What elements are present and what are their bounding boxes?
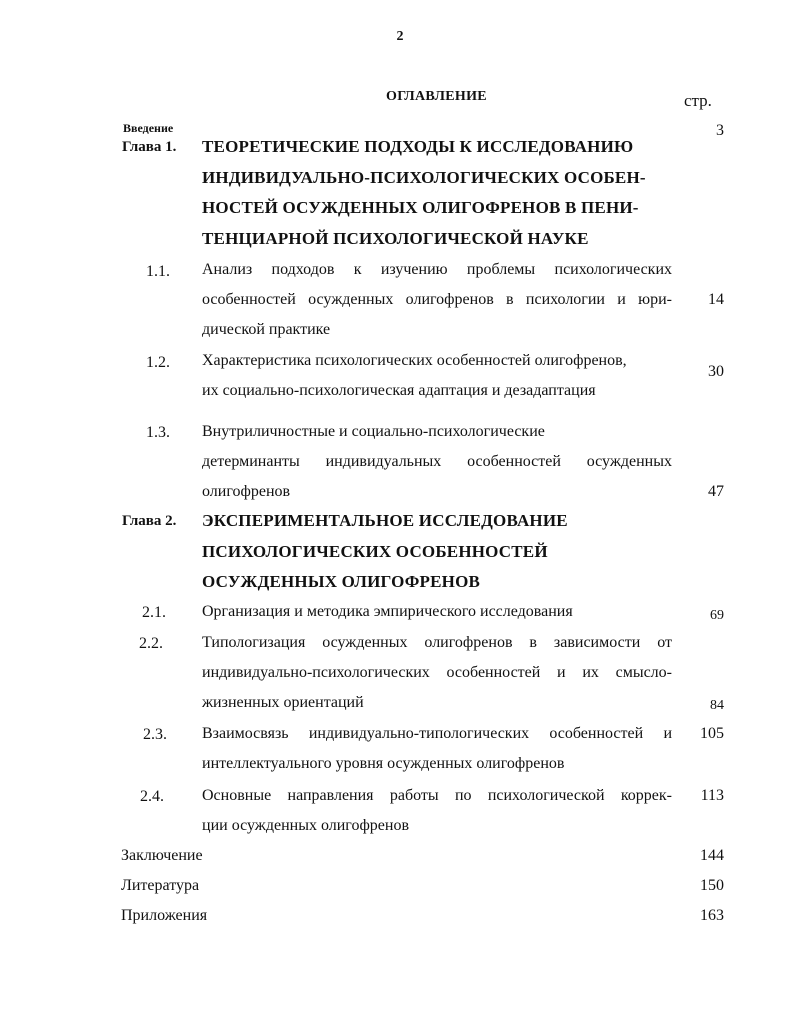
section-title-line: дической практике (202, 321, 331, 338)
section-title-line: Организация и методика эмпирического исследования (202, 603, 573, 620)
appendices-page: 163 (700, 907, 724, 924)
conclusion-label: Заключение (121, 847, 203, 864)
section-title-line: Внутриличностные и социально-психологические (202, 423, 545, 440)
section-title-line: олигофренов (202, 483, 291, 500)
section-page: 30 (708, 363, 724, 380)
section-number: 1.2. (146, 354, 170, 371)
section-title-line: индивидуально-психологических особенностей и их смысло- (202, 664, 672, 681)
chapter2-heading-line: ОСУЖДЕННЫХ ОЛИГОФРЕНОВ (202, 572, 481, 591)
section-title-line: интеллектуального уровня осужденных олигофренов (202, 755, 565, 772)
chapter2-label: Глава 2. (122, 513, 177, 529)
intro-label: Введение (123, 121, 174, 135)
chapter1-heading-line: НОСТЕЙ ОСУЖДЕННЫХ ОЛИГОФРЕНОВ В ПЕНИ- (202, 198, 639, 217)
section-page: 47 (708, 483, 724, 500)
section-page: 113 (700, 787, 724, 804)
section-number: 2.3. (143, 726, 167, 743)
chapter1-label: Глава 1. (122, 139, 177, 155)
section-title-line: Типологизация осужденных олигофренов в зависимости от (202, 634, 672, 651)
chapter2-heading-line: ЭКСПЕРИМЕНТАЛЬНОЕ ИССЛЕДОВАНИЕ (202, 511, 568, 530)
section-number: 2.1. (142, 604, 166, 621)
section-page: 14 (708, 291, 724, 308)
chapter1-heading-line: ИНДИВИДУАЛЬНО-ПСИХОЛОГИЧЕСКИХ ОСОБЕН- (202, 168, 646, 187)
section-title-line: детерминанты индивидуальных особенностей осужденных (202, 453, 672, 470)
section-title-line: Основные направления работы по психологической коррек- (202, 787, 672, 804)
references-page: 150 (700, 877, 724, 894)
chapter2-heading-line: ПСИХОЛОГИЧЕСКИХ ОСОБЕННОСТЕЙ (202, 542, 548, 561)
section-title-line: Характеристика психологических особенностей олигофренов, (202, 352, 627, 369)
section-title-line: их социально-психологическая адаптация и дезадаптация (202, 382, 596, 399)
section-number: 1.1. (146, 263, 170, 280)
section-number: 2.4. (140, 788, 164, 805)
section-page: 105 (700, 725, 724, 742)
section-title-line: Анализ подходов к изучению проблемы психологических (202, 261, 672, 278)
section-title-line: Взаимосвязь индивидуально-типологических особенностей и (202, 725, 672, 742)
appendices-label: Приложения (121, 907, 208, 924)
references-label: Литература (121, 877, 200, 894)
section-number: 1.3. (146, 424, 170, 441)
chapter1-heading-line: ТЕОРЕТИЧЕСКИЕ ПОДХОДЫ К ИССЛЕДОВАНИЮ (202, 137, 634, 156)
intro-page: 3 (716, 122, 724, 139)
conclusion-page: 144 (700, 847, 724, 864)
section-number: 2.2. (139, 635, 163, 652)
page-column-label: стр. (684, 91, 712, 110)
chapter1-heading-line: ТЕНЦИАРНОЙ ПСИХОЛОГИЧЕСКОЙ НАУКЕ (202, 229, 589, 248)
section-page: 69 (710, 608, 724, 623)
document-page: 2 ОГЛАВЛЕНИЕ стр. Введение 3 Глава 1. ТЕОРЕТИЧЕСКИЕ ПОДХОДЫ К ИССЛЕДОВАНИЮ ИНДИВИДУАЛЬНО-ПСИХОЛОГИЧЕСКИХ ОСОБЕН- НОСТЕЙ ОСУЖДЕННЫХ ОЛИГОФРЕНОВ В ПЕНИ- ТЕНЦИАРНОЙ ПСИХОЛОГИЧЕСКОЙ НАУКЕ 1.1. Анализ подходов к изучению проблемы психологических особенностей осужденных олигофренов в психологии и юри- дической практике 14 1.2. Характеристика психологических особенностей олигофренов, их социально-психологическая адаптация и дезадаптация 30 1.3. Внутриличностные и социально-психологические детерминанты индивидуальных особенностей осужденных олигофренов 47 Глава 2. ЭКСПЕРИМЕНТАЛЬНОЕ ИССЛЕДОВАНИЕ ПСИХОЛОГИЧЕСКИХ ОСОБЕННОСТЕЙ ОСУЖДЕННЫХ ОЛИГОФРЕНОВ 2.1. Организация и методика эмпирического исследования 69 2.2. Типологизация осужденных олигофренов в зависимости от индивидуально-психологических особенностей и их смысло- жизненных ориентаций 84 2.3. Взаимосвязь индивидуально-типологических особенностей и интеллектуального уровня осужденных олигофренов 105 2.4. Основные направления работы по психологической коррек- ции осужденных олигофренов 113 Заключение 144 Литература 150 Приложения 163 (121, 29, 724, 924)
section-title-line: особенностей осужденных олигофренов в психологии и юри- (202, 291, 672, 308)
section-page: 84 (710, 698, 724, 713)
section-title-line: ции осужденных олигофренов (202, 817, 410, 834)
toc-title: ОГЛАВЛЕНИЕ (386, 89, 487, 104)
section-title-line: жизненных ориентаций (202, 694, 364, 711)
